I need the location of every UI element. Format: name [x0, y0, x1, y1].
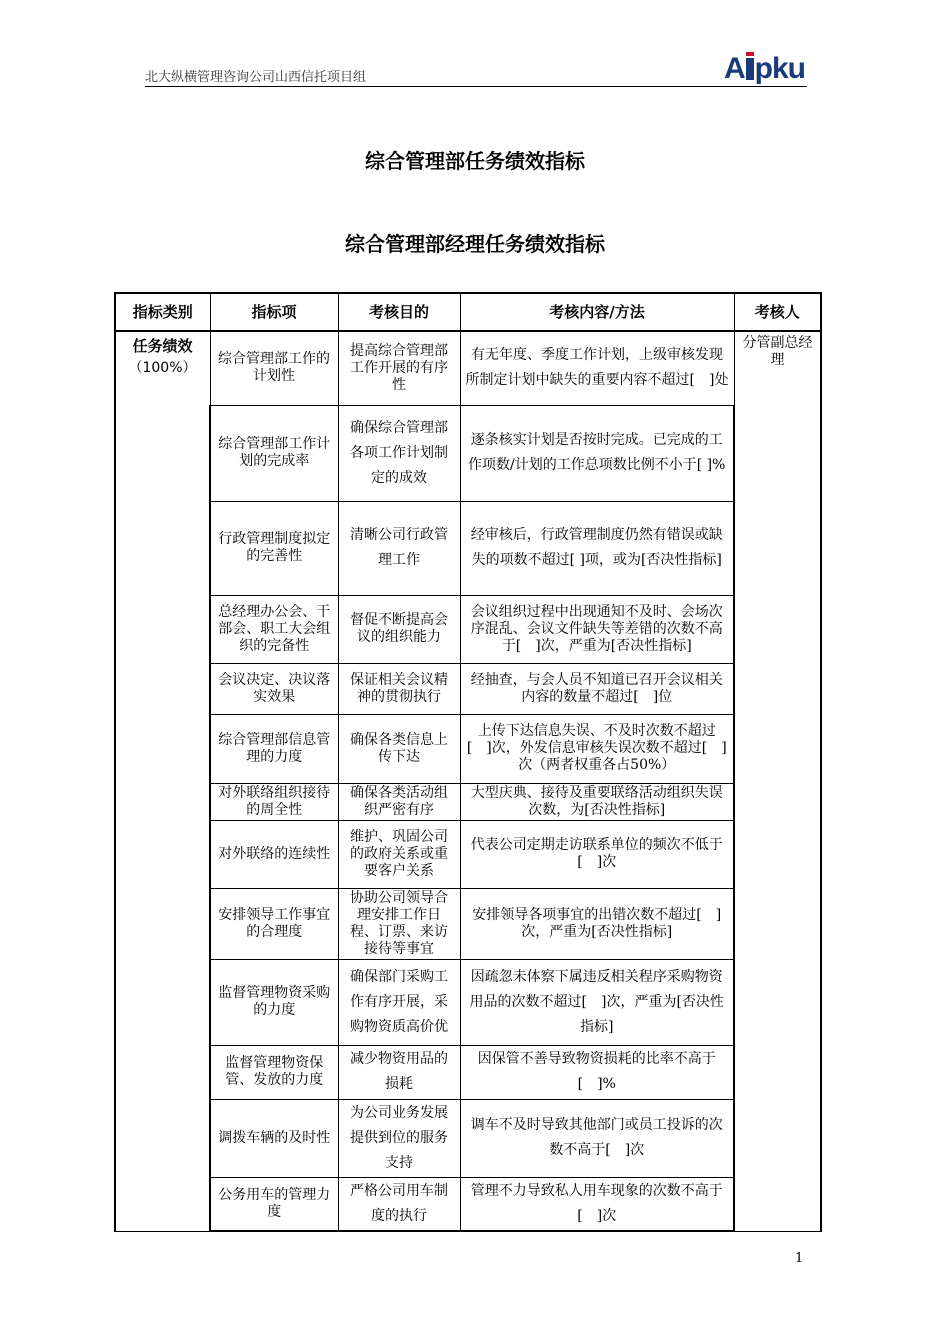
kpi-purpose-cell: 维护、巩固公司的政府关系或重要客户关系	[338, 820, 460, 888]
header-purpose: 考核目的	[338, 293, 460, 331]
kpi-content-cell: 有无年度、季度工作计划，上级审核发现所制定计划中缺失的重要内容不超过[ ]处	[460, 331, 734, 405]
kpi-content-cell: 经抽查，与会人员不知道已召开会议相关内容的数量不超过[ ]位	[460, 663, 734, 714]
table-row	[115, 714, 821, 783]
kpi-purpose-cell: 确保部门采购工作有序开展，采购物资质高价优	[338, 959, 460, 1045]
kpi-purpose-cell: 保证相关会议精神的贯彻执行	[338, 663, 460, 714]
header-content: 考核内容/方法	[460, 293, 734, 331]
category-weight: （100%）	[128, 360, 197, 376]
kpi-item-cell: 对外联络组织接待的周全性	[210, 783, 338, 820]
kpi-content-cell: 逐条核实计划是否按时完成。已完成的工作项数/计划的工作总项数比例不小于[ ]%	[460, 405, 734, 501]
kpi-table-body	[115, 331, 821, 1231]
category-label: 任务绩效	[132, 337, 193, 355]
table-header-row	[115, 293, 821, 331]
table-row	[115, 783, 821, 820]
logo-letter: A	[723, 52, 745, 85]
kpi-content-cell: 调车不及时导致其他部门或员工投诉的次数不高于[ ]次	[460, 1099, 734, 1177]
company-logo	[724, 52, 805, 84]
page-number: 1	[795, 1251, 804, 1266]
kpi-content-cell: 会议组织过程中出现通知不及时、会场次序混乱、会议文件缺失等差错的次数不高于[ ]次，严重为[否决性指标]	[460, 595, 734, 663]
header-category: 指标类别	[115, 293, 210, 331]
table-row	[115, 888, 821, 959]
kpi-item-cell: 行政管理制度拟定的完善性	[210, 501, 338, 595]
kpi-item-cell: 公务用车的管理力度	[210, 1177, 338, 1231]
kpi-item-cell: 安排领导工作事宜的合理度	[210, 888, 338, 959]
kpi-item-cell: 综合管理部工作计划的完成率	[210, 405, 338, 501]
kpi-item-cell: 会议决定、决议落实效果	[210, 663, 338, 714]
kpi-content-cell: 经审核后，行政管理制度仍然有错误或缺失的项数不超过[ ]项，或为[否决性指标]	[460, 501, 734, 595]
kpi-item-cell: 监督管理物资保管、发放的力度	[210, 1045, 338, 1099]
table-row	[115, 331, 821, 405]
kpi-purpose-cell: 督促不断提高会议的组织能力	[338, 595, 460, 663]
kpi-purpose-cell: 确保各类活动组织严密有序	[338, 783, 460, 820]
logo-mark-icon	[746, 58, 754, 80]
table-row	[115, 405, 821, 501]
section-title: 综合管理部经理任务绩效指标	[345, 232, 605, 256]
header-item: 指标项	[210, 293, 338, 331]
kpi-content-cell: 上传下达信息失误、不及时次数不超过[ ]次，外发信息审核失误次数不超过[ ]次（两者权重各占50%）	[460, 714, 734, 783]
table-row	[115, 501, 821, 595]
header-org-name: 北大纵横管理咨询公司山西信托项目组	[145, 70, 367, 85]
kpi-content-cell: 大型庆典、接待及重要联络活动组织失误次数，为[否决性指标]	[460, 783, 734, 820]
kpi-purpose-cell: 减少物资用品的损耗	[338, 1045, 460, 1099]
category-cell	[115, 331, 210, 1231]
kpi-purpose-cell: 严格公司用车制度的执行	[338, 1177, 460, 1231]
kpi-purpose-cell: 为公司业务发展提供到位的服务支持	[338, 1099, 460, 1177]
kpi-content-cell: 安排领导各项事宜的出错次数不超过[ ]次，严重为[否决性指标]	[460, 888, 734, 959]
kpi-content-cell: 因疏忽未体察下属违反相关程序采购物资用品的次数不超过[ ]次，严重为[否决性指标]	[460, 959, 734, 1045]
kpi-item-cell: 对外联络的连续性	[210, 820, 338, 888]
kpi-item-cell: 调拨车辆的及时性	[210, 1099, 338, 1177]
kpi-table	[114, 292, 822, 1232]
reviewer-cell: 分管副总经理	[734, 331, 821, 1231]
kpi-purpose-cell: 清晰公司行政管理工作	[338, 501, 460, 595]
kpi-content-cell: 因保管不善导致物资损耗的比率不高于[ ]%	[460, 1045, 734, 1099]
kpi-purpose-cell: 协助公司领导合理安排工作日程、订票、来访接待等事宜	[338, 888, 460, 959]
page-title: 综合管理部任务绩效指标	[365, 149, 585, 173]
kpi-item-cell: 总经理办公会、干部会、职工大会组织的完备性	[210, 595, 338, 663]
kpi-purpose-cell: 确保各类信息上传下达	[338, 714, 460, 783]
kpi-item-cell: 监督管理物资采购的力度	[210, 959, 338, 1045]
table-row	[115, 1099, 821, 1177]
table-row	[115, 959, 821, 1045]
table-row	[115, 1177, 821, 1231]
table-row	[115, 595, 821, 663]
kpi-purpose-cell: 确保综合管理部各项工作计划制定的成效	[338, 405, 460, 501]
logo-text: pku	[754, 52, 805, 85]
table-row	[115, 820, 821, 888]
kpi-content-cell: 管理不力导致私人用车现象的次数不高于[ ]次	[460, 1177, 734, 1231]
kpi-purpose-cell: 提高综合管理部工作开展的有序性	[338, 331, 460, 405]
table-row	[115, 1045, 821, 1099]
page-header	[145, 52, 807, 87]
kpi-item-cell: 综合管理部工作的计划性	[210, 331, 338, 405]
header-reviewer: 考核人	[734, 293, 821, 331]
kpi-content-cell: 代表公司定期走访联系单位的频次不低于[ ]次	[460, 820, 734, 888]
table-row	[115, 663, 821, 714]
kpi-item-cell: 综合管理部信息管理的力度	[210, 714, 338, 783]
